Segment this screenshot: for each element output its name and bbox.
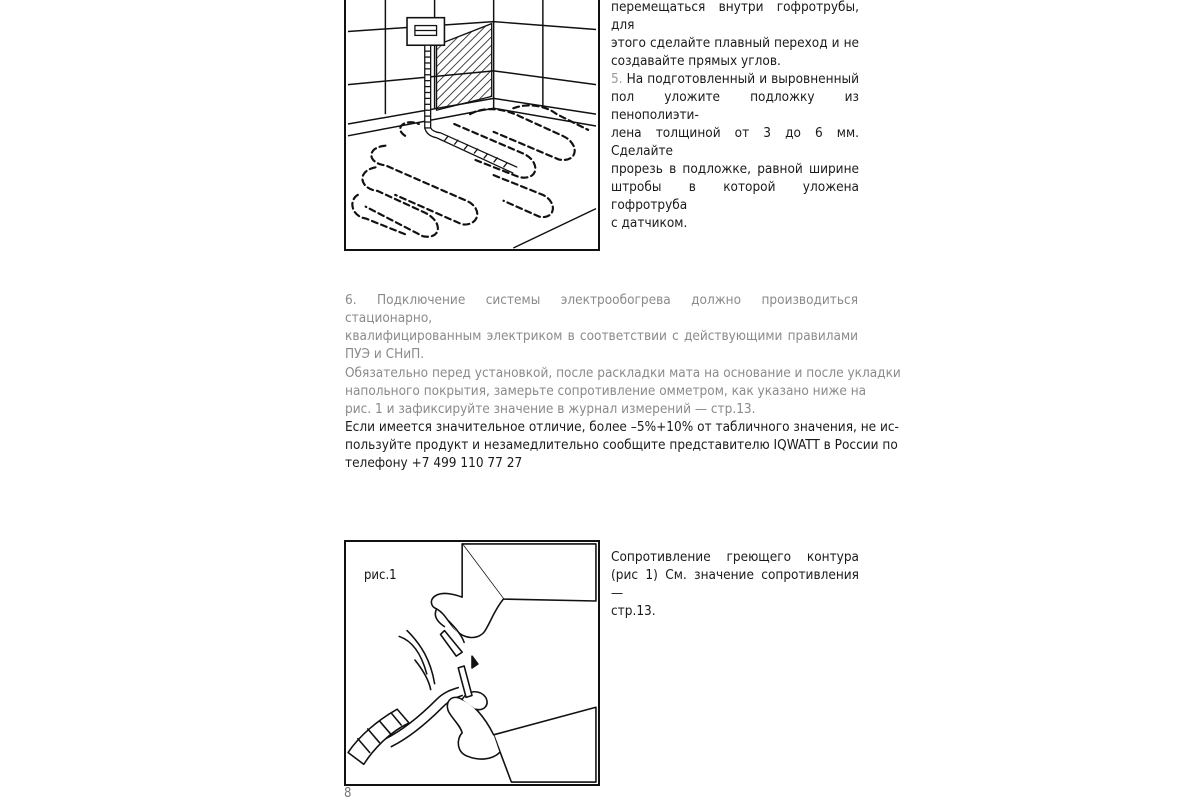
text-line: Обязательно перед установкой, после раскладки мата на основание и после укладки	[345, 365, 901, 381]
text-line: (рис 1) См. значение сопротивления —	[611, 567, 859, 601]
text-line: стр.13.	[611, 603, 656, 619]
text-line: этого сделайте плавный переход и не	[611, 35, 859, 51]
text-line: перемещаться внутри гофротрубы, для	[611, 0, 859, 33]
text-line: ПУЭ и СНиП.	[345, 346, 425, 362]
paragraph-6-number: 6.	[345, 292, 357, 308]
paragraph-6-first-line	[345, 291, 858, 327]
text-line: создавайте прямых углов.	[611, 53, 781, 69]
illustration-resistance-measurement	[344, 540, 600, 786]
floor-heating-drawing	[346, 0, 598, 249]
text-line: телефону +7 499 110 77 27	[345, 455, 523, 471]
text-line: прорезь в подложке, равной ширине	[611, 161, 859, 177]
page-number: 8	[344, 786, 352, 801]
installation-step-text	[611, 0, 859, 232]
figure-caption-text	[611, 548, 859, 620]
text-line: пол уложите подложку из пенополиэти-	[611, 89, 859, 123]
illustration-floor-heating-installation	[344, 0, 600, 251]
text-line: пользуйте продукт и незамедлительно сообщите представителю IQWATT в России по	[345, 437, 898, 453]
text-line: Подключение системы электрообогрева должно производиться стационарно,	[345, 292, 859, 326]
figure-label: рис.1	[364, 568, 397, 583]
text-line: с датчиком.	[611, 215, 688, 231]
paragraph-6	[345, 291, 858, 363]
text-line: Если имеется значительное отличие, более –5%+10% от табличного значения, не ис-	[345, 419, 899, 435]
text-line: лена толщиной от 3 до 6 мм. Сделайте	[611, 125, 859, 159]
text-line: На подготовленный и выровненный	[626, 71, 859, 87]
step-5-number: 5.	[611, 71, 623, 87]
step-5-first-line	[611, 70, 859, 88]
text-line: штробы в которой уложена гофротруба	[611, 179, 859, 213]
text-line: рис. 1 и зафиксируйте значение в журнал измерений — стр.13.	[345, 401, 756, 417]
measurement-paragraph	[345, 364, 901, 472]
text-line: Сопротивление греющего контура	[611, 549, 859, 565]
text-line: напольного покрытия, замерьте сопротивление омметром, как указано ниже на	[345, 383, 867, 399]
text-line: квалифицированным электриком в соответствии с действующими правилами	[345, 328, 858, 344]
